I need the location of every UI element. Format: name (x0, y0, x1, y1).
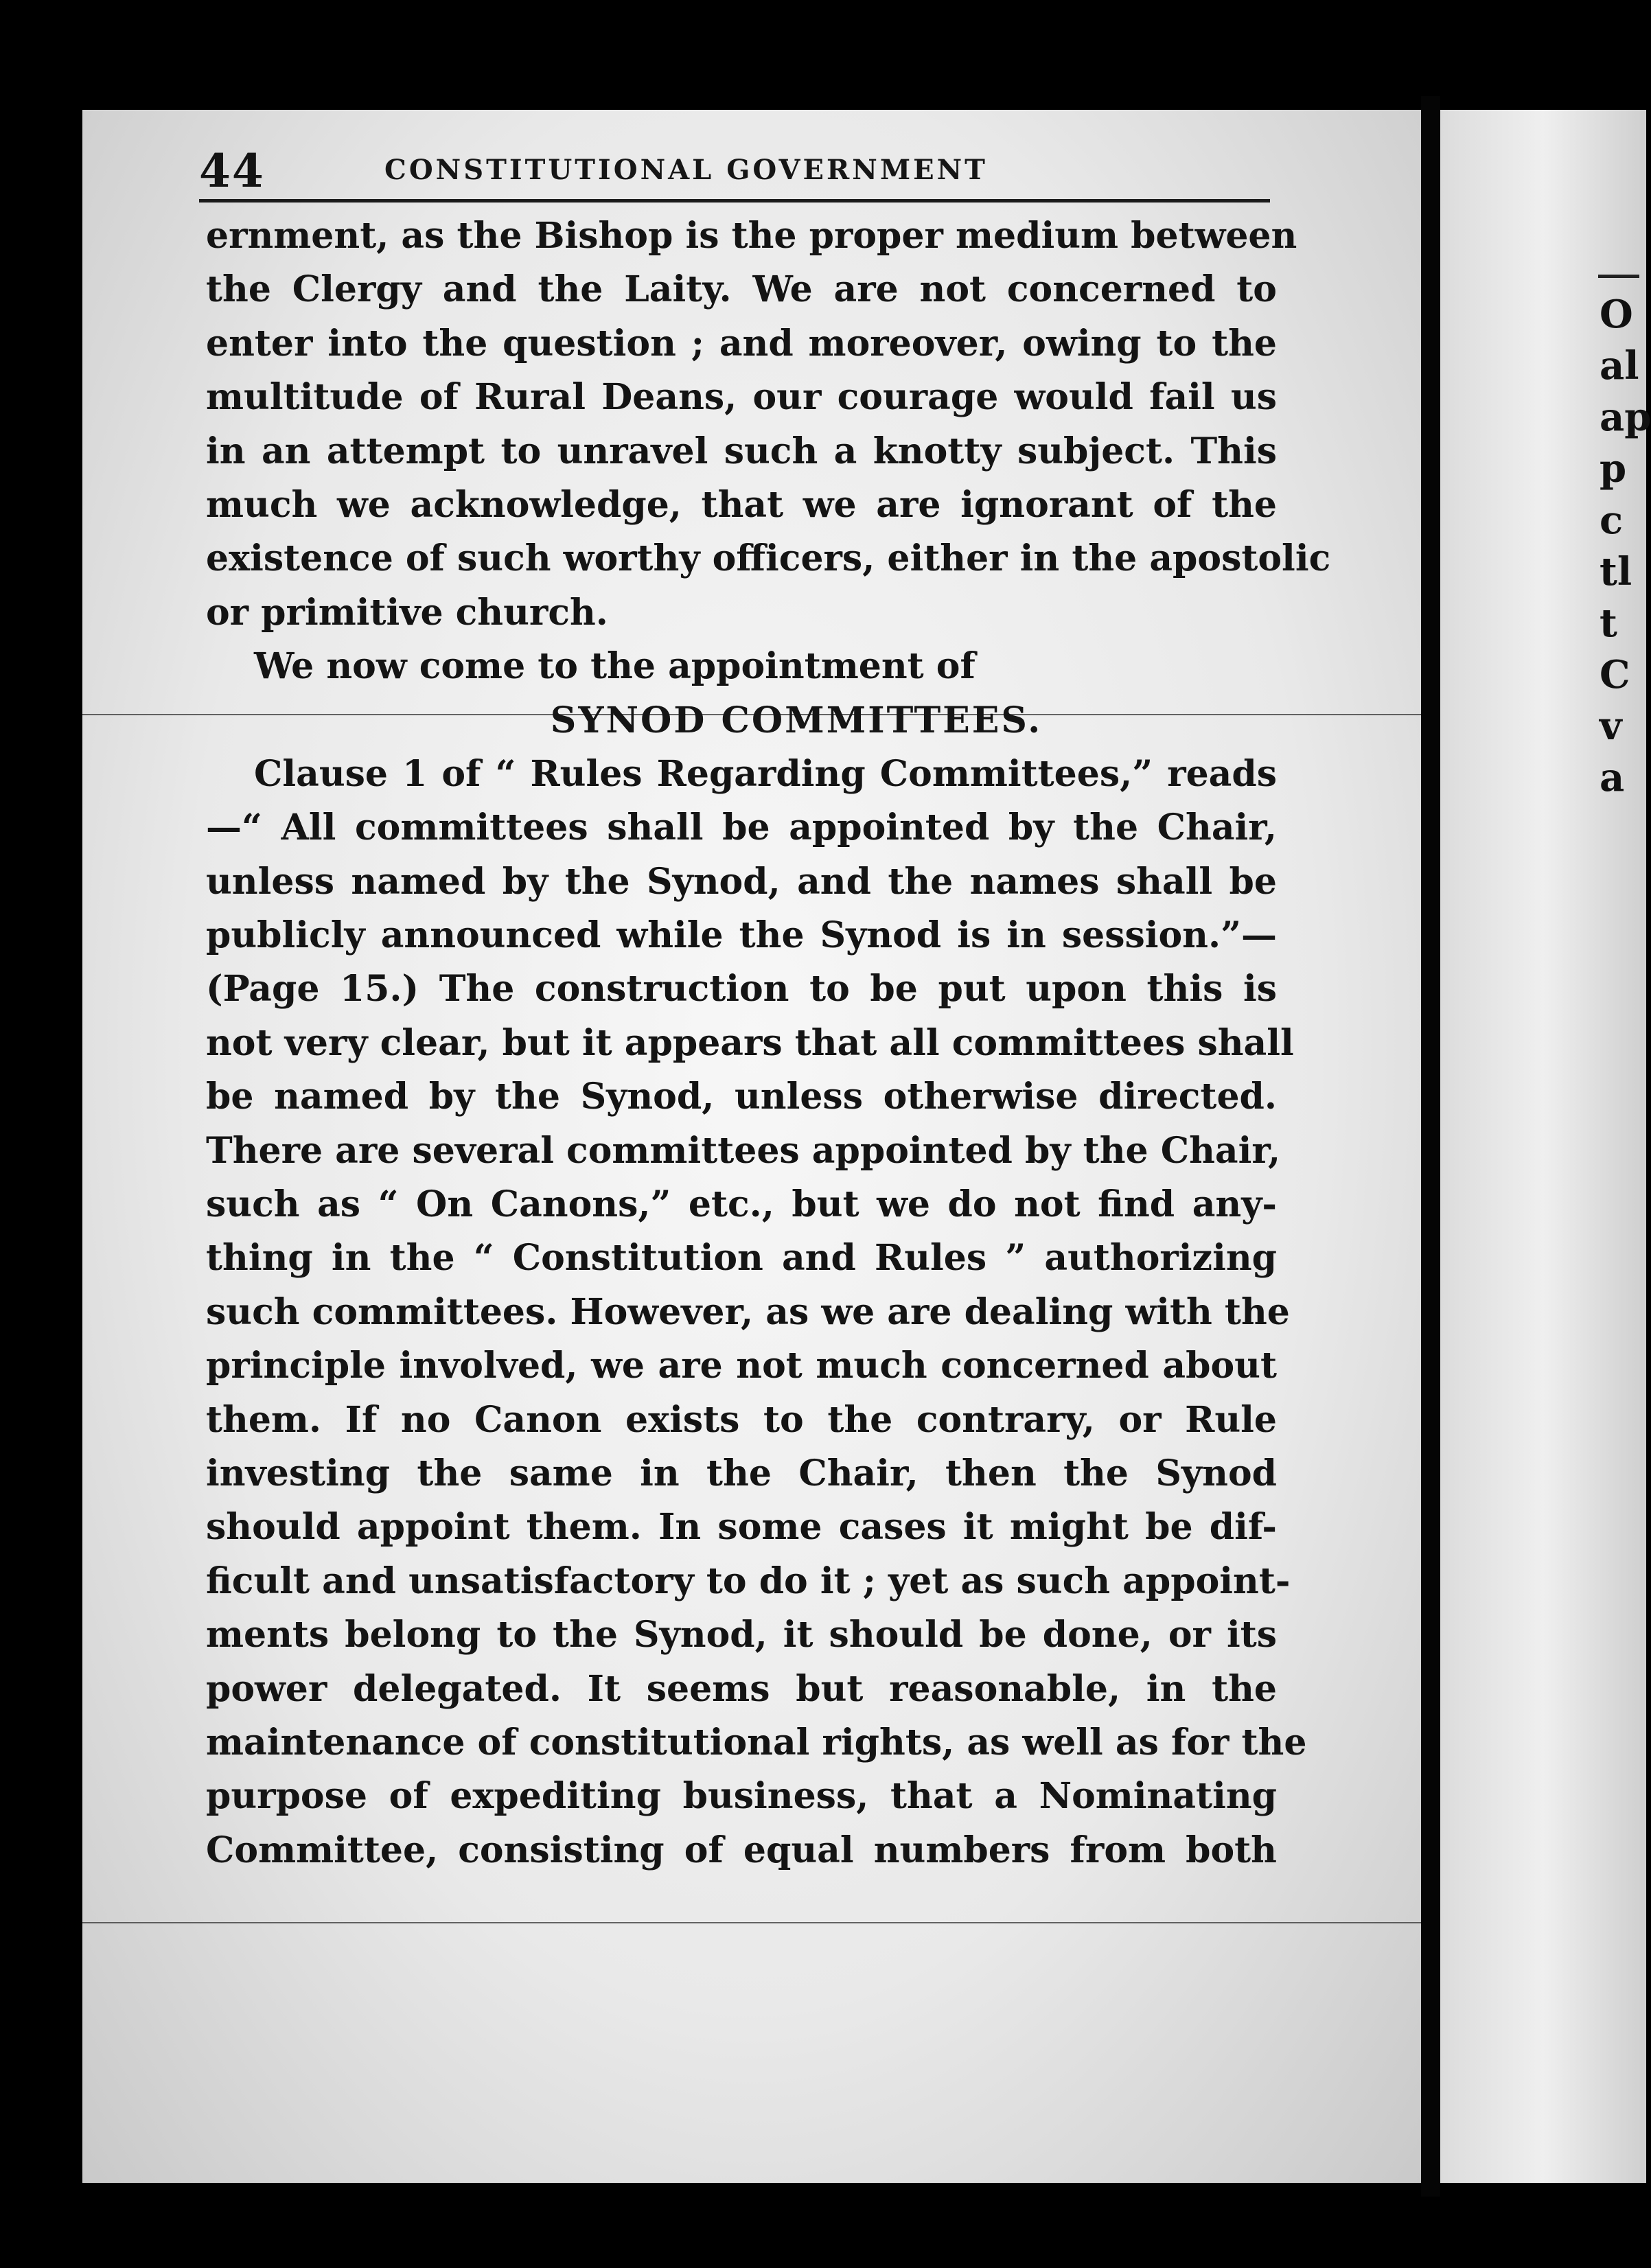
text-line: maintenance of constitutional rights, as well as for the (206, 1721, 1307, 1763)
facing-page-fragment: p (1600, 446, 1627, 491)
text-line: investing the same in the Chair, then the Synod (206, 1452, 1277, 1494)
text-line: principle involved, we are not much concerned about (206, 1345, 1277, 1387)
facing-page-fragment: v (1600, 704, 1622, 749)
text-line: enter into the question ; and moreover, owing to the (206, 322, 1277, 364)
text-line: not very clear, but it appears that all committees shall (206, 1021, 1294, 1064)
text-line: much we acknowledge, that we are ignorant of the (206, 483, 1277, 526)
text-line: power delegated. It seems but reasonable, in the (206, 1667, 1277, 1710)
text-line: publicly announced while the Synod is in session.”— (206, 914, 1277, 957)
text-line: existence of such worthy officers, either in the apostolic (206, 537, 1331, 580)
text-line: ficult and unsatisfactory to do it ; yet as such appoint- (206, 1560, 1291, 1602)
facing-page (1440, 110, 1651, 2183)
text-line: such as “ On Canons,” etc., but we do not find any- (206, 1183, 1277, 1226)
text-line: them. If no Canon exists to the contrary, or Rule (206, 1398, 1277, 1441)
text-line: Committee, consisting of equal numbers from both (206, 1829, 1277, 1871)
text-line: Clause 1 of “ Rules Regarding Committees,” reads (254, 752, 1277, 795)
text-line: should appoint them. In some cases it might be dif- (206, 1506, 1277, 1549)
page-gutter (1421, 96, 1440, 2197)
text-line: —“ All committees shall be appointed by the Chair, (206, 807, 1277, 849)
text-line: ernment, as the Bishop is the proper medium between (206, 215, 1297, 257)
section-heading: SYNOD COMMITTEES. (550, 699, 1043, 741)
facing-page-fragment: t (1600, 601, 1617, 646)
facing-page-fragment: a (1600, 755, 1625, 800)
text-line: unless named by the Synod, and the names shall be (206, 860, 1277, 903)
text-line: ments belong to the Synod, it should be done, or its (206, 1614, 1277, 1656)
text-line: the Clergy and the Laity. We are not concerned to (206, 268, 1277, 311)
body-text (206, 209, 1331, 1877)
running-title: CONSTITUTIONAL GOVERNMENT (384, 154, 988, 186)
text-line: (Page 15.) The construction to be put upon this is (206, 968, 1277, 1010)
text-line: be named by the Synod, unless otherwise directed. (206, 1076, 1277, 1118)
header-rule (199, 199, 1270, 202)
text-line: purpose of expediting business, that a Nominating (206, 1775, 1277, 1818)
facing-page-header-rule (1598, 275, 1639, 278)
facing-page-fragment: ap (1600, 395, 1651, 440)
text-line: There are several committees appointed by the Chair, (206, 1129, 1281, 1172)
text-line: such committees. However, as we are dealing with the (206, 1291, 1290, 1333)
text-line: in an attempt to unravel such a knotty subject. This (206, 430, 1277, 472)
facing-page-fragment: tl (1600, 549, 1632, 594)
text-line: or primitive church. (206, 591, 608, 634)
text-line: multitude of Rural Deans, our courage would fail us (206, 376, 1277, 419)
page-number: 44 (199, 144, 265, 198)
text-line: thing in the “ Constitution and Rules ” authorizing (206, 1237, 1277, 1280)
facing-page-fragment: C (1600, 652, 1630, 697)
facing-page-fragment: al (1600, 343, 1639, 389)
facing-page-fragment: O (1600, 292, 1633, 337)
facing-page-fragment: c (1600, 498, 1624, 543)
text-line: We now come to the appointment of (254, 645, 975, 688)
scan-line (82, 1922, 1421, 1923)
